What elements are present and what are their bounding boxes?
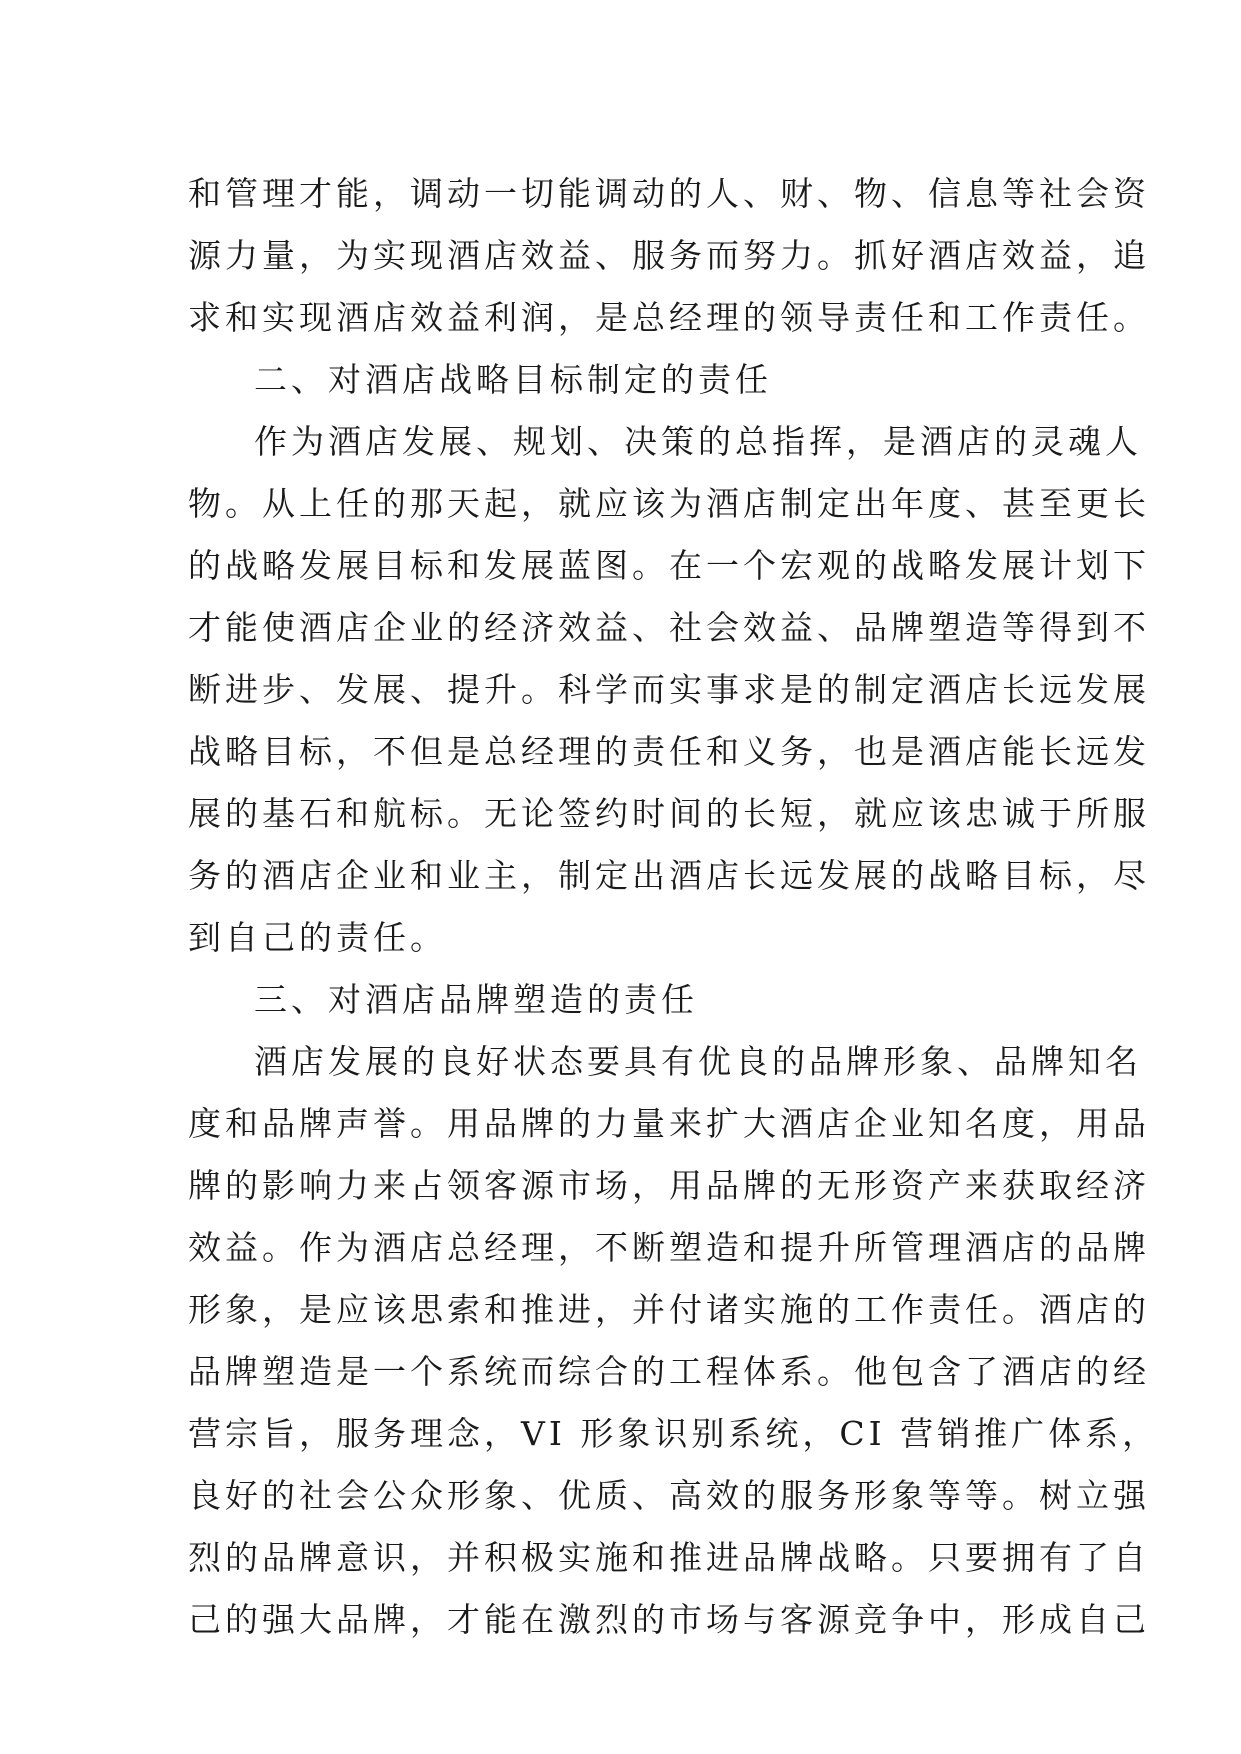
text-line: 的战略发展目标和发展蓝图。在一个宏观的战略发展计划下 <box>188 546 1150 585</box>
text-line: 形象，是应该思索和推进，并付诸实施的工作责任。酒店的 <box>188 1290 1150 1329</box>
section-heading: 三、对酒店品牌塑造的责任 <box>254 980 698 1019</box>
text-line: 度和品牌声誉。用品牌的力量来扩大酒店企业知名度，用品 <box>188 1104 1150 1143</box>
text-line: 物。从上任的那天起，就应该为酒店制定出年度、甚至更长 <box>188 484 1150 523</box>
text-line: 求和实现酒店效益利润，是总经理的领导责任和工作责任。 <box>188 298 1150 337</box>
text-line: 品牌塑造是一个系统而综合的工程体系。他包含了酒店的经 <box>188 1352 1150 1391</box>
text-line: 到自己的责任。 <box>188 918 447 957</box>
text-line: 效益。作为酒店总经理，不断塑造和提升所管理酒店的品牌 <box>188 1228 1150 1267</box>
text-line: 战略目标，不但是总经理的责任和义务，也是酒店能长远发 <box>188 732 1150 771</box>
paragraph-first-line: 作为酒店发展、规划、决策的总指挥，是酒店的灵魂人 <box>254 422 1142 461</box>
text-line: 展的基石和航标。无论签约时间的长短，就应该忠诚于所服 <box>188 794 1150 833</box>
text-line: 才能使酒店企业的经济效益、社会效益、品牌塑造等得到不 <box>188 608 1150 647</box>
text-line: 源力量，为实现酒店效益、服务而努力。抓好酒店效益，追 <box>188 236 1150 275</box>
text-line: 务的酒店企业和业主，制定出酒店长远发展的战略目标，尽 <box>188 856 1150 895</box>
text-line: 己的强大品牌，才能在激烈的市场与客源竞争中，形成自己 <box>188 1600 1150 1639</box>
section-heading: 二、对酒店战略目标制定的责任 <box>254 360 772 399</box>
text-line: 良好的社会公众形象、优质、高效的服务形象等等。树立强 <box>188 1476 1150 1515</box>
text-line: 和管理才能，调动一切能调动的人、财、物、信息等社会资 <box>188 174 1150 213</box>
text-line: 牌的影响力来占领客源市场，用品牌的无形资产来获取经济 <box>188 1166 1150 1205</box>
paragraph-first-line: 酒店发展的良好状态要具有优良的品牌形象、品牌知名 <box>254 1042 1142 1081</box>
text-line: 营宗旨，服务理念，VI 形象识别系统，CI 营销推广体系， <box>188 1414 1160 1453</box>
text-line: 断进步、发展、提升。科学而实事求是的制定酒店长远发展 <box>188 670 1150 709</box>
body-text <box>188 163 1160 1651</box>
text-line: 烈的品牌意识，并积极实施和推进品牌战略。只要拥有了自 <box>188 1538 1150 1577</box>
